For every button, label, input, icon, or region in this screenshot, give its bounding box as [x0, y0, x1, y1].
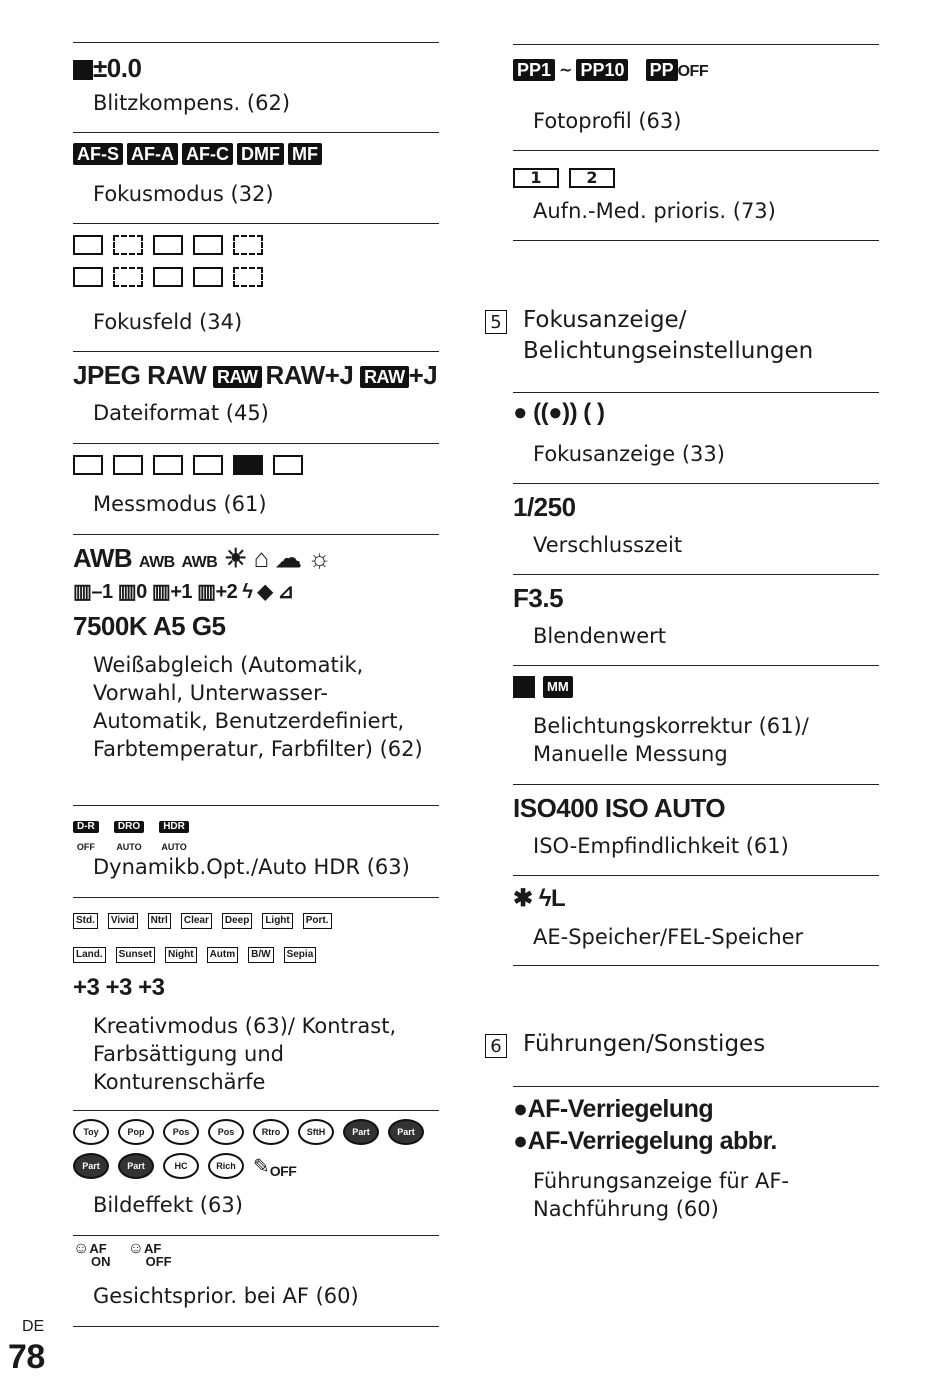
- entry-description: Fokusanzeige (33): [533, 442, 725, 466]
- daylight-icon: ☀: [224, 543, 247, 573]
- entry-description: Fokusfeld (34): [93, 310, 243, 334]
- cloudy-icon: ☁: [275, 543, 302, 573]
- creative-sunset-icon: Sunset: [116, 947, 155, 963]
- fluorescent-daylight-value: +2: [215, 581, 238, 603]
- section-title: Fokusanzeige/ Belichtungseinstellungen: [523, 307, 814, 364]
- fluorescent-cool-value: 0: [136, 581, 147, 603]
- mf-icon: MF: [288, 143, 322, 165]
- jpeg-icon: JPEG: [73, 360, 141, 390]
- underwater-auto-icon: ◆: [257, 581, 273, 603]
- entry-flash-comp: [73, 42, 439, 133]
- center-icon: [153, 235, 183, 255]
- entry-description: Gesichtsprior. bei AF (60): [93, 1284, 359, 1308]
- flash-wb-icon: ϟ: [242, 581, 253, 603]
- pp10-icon: PP10: [576, 59, 628, 81]
- language-label: DE: [22, 1318, 45, 1335]
- entry-description: Fotoprofil (63): [533, 109, 682, 133]
- entry-aperture: [513, 574, 879, 666]
- section-title: Führungen/Sonstiges: [523, 1031, 766, 1057]
- dro-off-icon: D-R OFF: [73, 816, 99, 854]
- entry-metering: [73, 443, 439, 535]
- flash-comp-icon: [73, 60, 93, 80]
- raw-icon: RAW: [147, 360, 207, 390]
- partial-color-yellow-icon: Part: [118, 1153, 154, 1179]
- effect-off-icon: ✎: [253, 1154, 270, 1178]
- fluorescent-cool-icon: ▥: [117, 581, 137, 603]
- entry-description: AE-Speicher/FEL-Speicher: [533, 925, 804, 949]
- partial-color-red-icon: Part: [343, 1119, 379, 1145]
- wide-area-tracking-icon: [73, 267, 103, 287]
- entry-shutter-speed: [513, 483, 879, 575]
- metered-manual-icon: MM: [543, 676, 573, 698]
- awb-white-icon: AWB: [181, 554, 218, 571]
- entry-picture-effect: [73, 1110, 439, 1236]
- focus-indicator-icon: ● ((●)) ( ): [513, 399, 605, 426]
- entry-description: Aufn.-Med. prioris. (73): [533, 199, 776, 223]
- entry-description: Belichtungskorrektur (61)/ Manuelle Messung: [533, 714, 809, 766]
- pop-color-icon: Pop: [118, 1119, 154, 1145]
- entry-description: Führungsanzeige für AF-Nachführung (60): [533, 1169, 789, 1221]
- zone-tracking-icon: [113, 267, 143, 287]
- expand-flexible-spot-icon: [233, 235, 263, 255]
- entry-description: Verschlusszeit: [533, 533, 683, 557]
- partial-color-blue-icon: Part: [73, 1153, 109, 1179]
- wb-temperature: 7500K A5 G5: [73, 611, 226, 641]
- expand-flexible-spot-tracking-icon: [233, 267, 263, 287]
- raw-compressed-icon: RAW: [213, 366, 262, 388]
- pp1-icon: PP1: [513, 59, 555, 81]
- multi-metering-icon: [73, 455, 103, 475]
- af-s-icon: AF-S: [73, 143, 123, 165]
- entire-screen-icon: [233, 455, 263, 475]
- creative-standard-icon: Std.: [73, 913, 98, 929]
- iso-value: ISO400 ISO AUTO: [513, 793, 726, 823]
- creative-clear-icon: Clear: [181, 913, 212, 929]
- shade-icon: ⌂: [253, 543, 269, 573]
- exposure-comp-icon: [513, 676, 535, 698]
- toy-camera-icon: Toy: [73, 1119, 109, 1145]
- entry-creative-style: [73, 897, 439, 1111]
- af-a-icon: AF-A: [127, 143, 178, 165]
- entry-picture-profile: [513, 44, 879, 151]
- shutter-speed-value: 1/250: [513, 492, 576, 522]
- effect-off-label: OFF: [269, 1163, 297, 1179]
- partial-color-green-icon: Part: [388, 1119, 424, 1145]
- creative-adjustments: +3 +3 +3: [73, 974, 165, 1001]
- slot-1-icon: 1: [513, 168, 559, 188]
- fluorescent-warm-icon: ▥: [73, 581, 92, 603]
- entry-focus-indicator: [513, 392, 879, 484]
- entry-face-priority: [73, 1235, 439, 1327]
- entry-description: Dynamikb.Opt./Auto HDR (63): [93, 855, 410, 879]
- entry-focus-mode: [73, 132, 439, 224]
- entry-focus-area: [73, 223, 439, 352]
- entry-dro-hdr: [73, 805, 439, 898]
- section-number: 5: [485, 310, 507, 334]
- fluorescent-daylight-icon: ▥: [197, 581, 216, 603]
- incandescent-icon: ☼: [307, 543, 332, 573]
- center-metering-icon: [113, 455, 143, 475]
- creative-portrait-icon: Port.: [303, 913, 332, 929]
- creative-landscape-icon: Land.: [73, 947, 106, 963]
- spot-metering-icon: [153, 455, 183, 475]
- fluorescent-warm-value: –1: [91, 581, 113, 603]
- creative-night-icon: Night: [165, 947, 197, 963]
- awb-icon: AWB: [73, 543, 133, 573]
- awb-ambience-icon: AWB: [138, 554, 175, 571]
- af-lock-label: ●AF-Verriegelung: [513, 1095, 714, 1123]
- wide-area-icon: [73, 235, 103, 255]
- range-tilde: ~: [559, 59, 573, 79]
- creative-bw-icon: B/W: [248, 947, 273, 963]
- center-tracking-icon: [153, 267, 183, 287]
- soft-high-key-icon: SftH: [298, 1119, 334, 1145]
- entry-exposure: [513, 665, 879, 785]
- highlight-icon: [273, 455, 303, 475]
- dro-auto-icon: DRO AUTO: [114, 816, 144, 854]
- creative-neutral-icon: Ntrl: [148, 913, 171, 929]
- page-number: 78: [8, 1338, 45, 1376]
- raw-compressed-plus-j-icon: RAW: [360, 366, 409, 388]
- creative-deep-icon: Deep: [222, 913, 252, 929]
- ae-lock-icon: ✱ ϟL: [513, 885, 566, 912]
- raw-plus-j-icon: RAW+J: [265, 360, 354, 390]
- af-c-icon: AF-C: [182, 143, 233, 165]
- rich-tone-mono-icon: Rich: [208, 1153, 244, 1179]
- creative-sepia-icon: Sepia: [284, 947, 317, 963]
- flexible-spot-tracking-icon: [193, 267, 223, 287]
- creative-vivid-icon: Vivid: [108, 913, 138, 929]
- entry-description: Fokusmodus (32): [93, 182, 274, 206]
- hdr-auto-icon: HDR AUTO: [159, 816, 189, 854]
- custom-wb-icon: ⊿: [277, 581, 294, 603]
- flash-comp-value: ±0.0: [93, 53, 142, 83]
- entry-description: Dateiformat (45): [93, 401, 269, 425]
- section-number: 6: [485, 1034, 507, 1058]
- plus-j-suffix: +J: [408, 360, 438, 390]
- entry-description: Messmodus (61): [93, 492, 267, 516]
- entry-iso: [513, 784, 879, 876]
- fluorescent-day-white-icon: ▥: [151, 581, 171, 603]
- high-contrast-mono-icon: HC: [163, 1153, 199, 1179]
- fluorescent-day-white-value: +1: [170, 581, 193, 603]
- face-priority-on-icon: ☺AF ON: [73, 1240, 111, 1269]
- dmf-icon: DMF: [237, 143, 284, 165]
- face-priority-off-icon: ☺AF OFF: [127, 1240, 172, 1269]
- entry-description: Blitzkompens. (62): [93, 91, 291, 115]
- entry-description: Blendenwert: [533, 624, 666, 648]
- entry-file-format: [73, 351, 439, 444]
- entry-white-balance: [73, 534, 439, 806]
- flexible-spot-icon: [193, 235, 223, 255]
- entry-ae-lock: [513, 875, 879, 966]
- creative-autumn-icon: Autm: [207, 947, 239, 963]
- spot-large-icon: [193, 455, 223, 475]
- creative-light-icon: Light: [262, 913, 292, 929]
- slot-2-icon: 2: [569, 168, 615, 188]
- zone-icon: [113, 235, 143, 255]
- aperture-value: F3.5: [513, 583, 564, 613]
- entry-description: Weißabgleich (Automatik, Vorwahl, Unterwasser-Automatik, Benutzerdefiniert, Farbtemperatur, Farbfilter) (62): [93, 653, 423, 761]
- entry-af-lock: [513, 1086, 879, 1237]
- entry-media-priority: [513, 150, 879, 241]
- entry-description: Bildeffekt (63): [93, 1193, 243, 1217]
- retro-photo-icon: Rtro: [253, 1119, 289, 1145]
- pp-off-icon: PP OFF: [646, 59, 709, 81]
- entry-description: Kreativmodus (63)/ Kontrast, Farbsättigung und Konturenschärfe: [93, 1014, 397, 1094]
- entry-description: ISO-Empfindlichkeit (61): [533, 834, 789, 858]
- posterization-color-icon: Pos: [163, 1119, 199, 1145]
- af-lock-short-label: ●AF-Verriegelung abbr.: [513, 1127, 777, 1155]
- posterization-bw-icon: Pos: [208, 1119, 244, 1145]
